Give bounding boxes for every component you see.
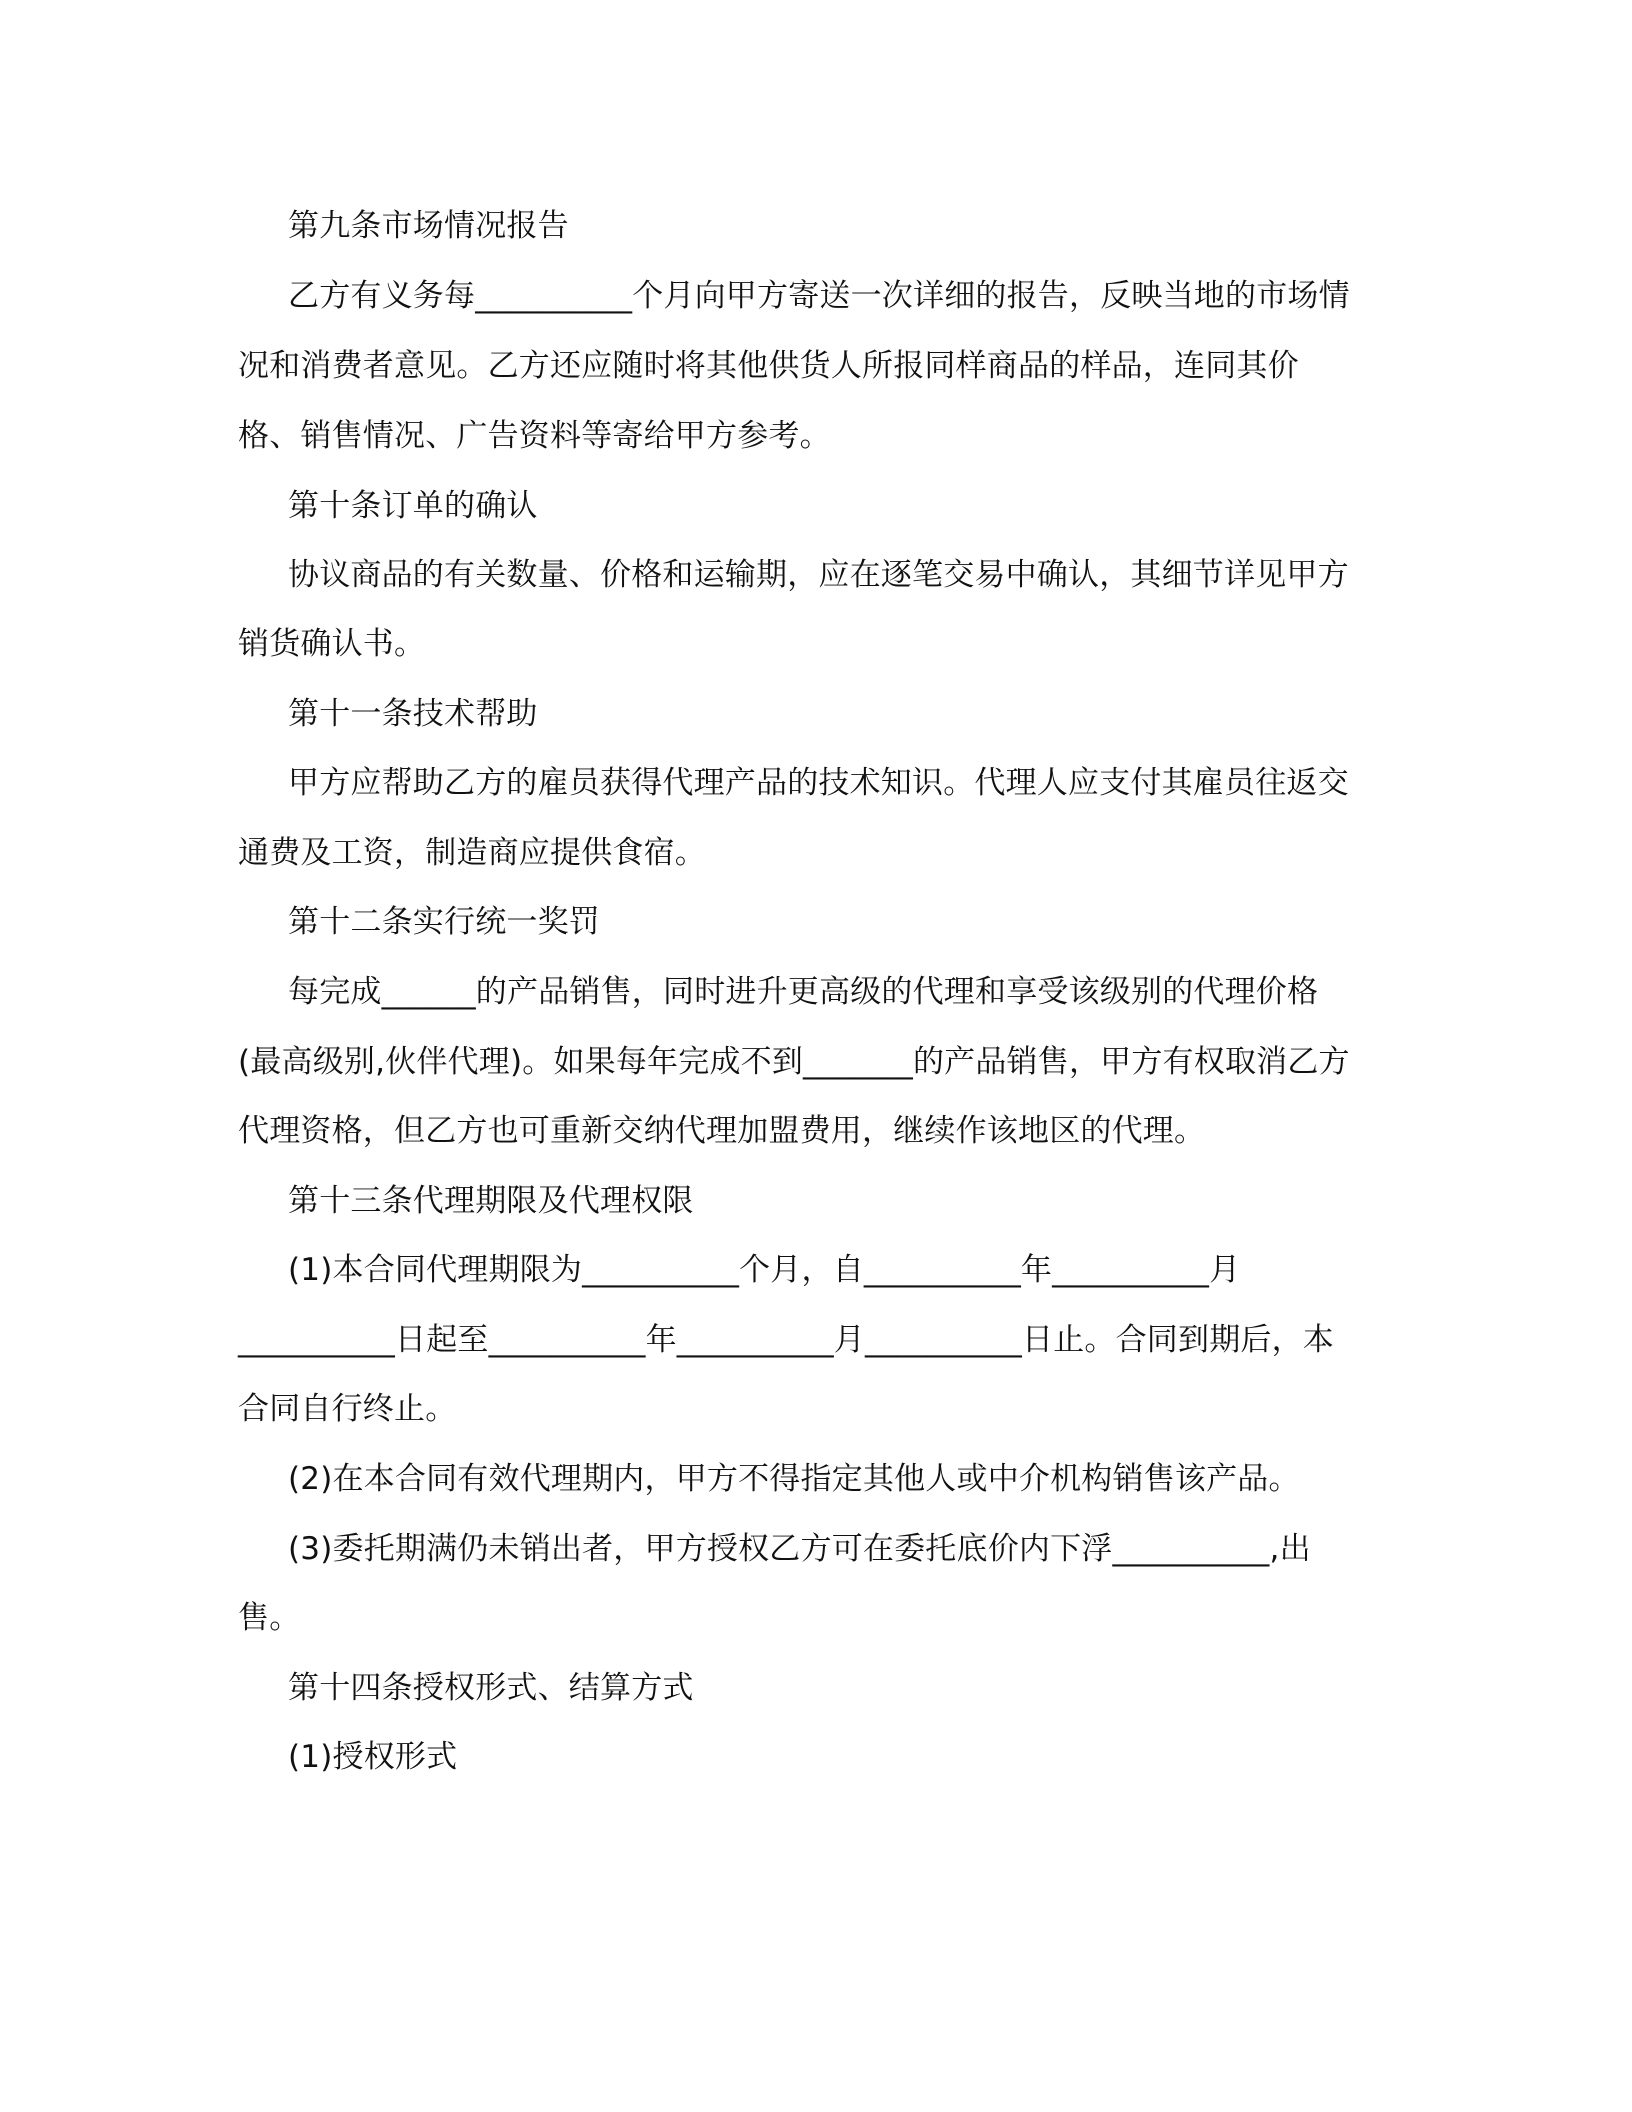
article-10-paragraph-line-2: 销货确认书。: [238, 626, 426, 662]
article-12-paragraph-line-3: 代理资格，但乙方也可重新交纳代理加盟费用，继续作该地区的代理。: [238, 1113, 1206, 1149]
article-12-paragraph-line-1: 每完成______的产品销售，同时进升更高级的代理和享受该级别的代理价格: [288, 974, 1319, 1010]
article-14-heading: 第十四条授权形式、结算方式: [288, 1670, 694, 1706]
article-10-paragraph-line-1: 协议商品的有关数量、价格和运输期，应在逐笔交易中确认，其细节详见甲方: [288, 557, 1349, 593]
article-13-item-1-line-2: __________日起至__________年__________月__________日止。合同到期后，本: [238, 1322, 1334, 1358]
article-9-paragraph-line-1: 乙方有义务每__________个月向甲方寄送一次详细的报告，反映当地的市场情: [288, 278, 1350, 314]
article-9-paragraph-line-2: 况和消费者意见。乙方还应随时将其他供货人所报同样商品的样品，连同其价: [238, 348, 1299, 384]
article-11-paragraph-line-2: 通费及工资，制造商应提供食宿。: [238, 835, 706, 871]
article-13-item-3-line-2: 售。: [238, 1600, 301, 1636]
article-12-paragraph-line-2: (最高级别,伙伴代理)。如果每年完成不到_______的产品销售，甲方有权取消乙方: [238, 1044, 1350, 1080]
article-10-heading: 第十条订单的确认: [288, 488, 538, 524]
article-13-item-1-line-3: 合同自行终止。: [238, 1391, 457, 1427]
article-13-item-1-line-1: (1)本合同代理期限为__________个月，自__________年__________月: [288, 1252, 1241, 1288]
article-9-heading: 第九条市场情况报告: [288, 208, 569, 244]
article-13-item-2-line-1: (2)在本合同有效代理期内，甲方不得指定其他人或中介机构销售该产品。: [288, 1461, 1300, 1497]
article-12-heading: 第十二条实行统一奖罚: [288, 904, 600, 940]
article-13-item-3-line-1: (3)委托期满仍未销出者，甲方授权乙方可在委托底价内下浮__________,出: [288, 1531, 1311, 1567]
article-11-heading: 第十一条技术帮助: [288, 696, 538, 732]
article-13-heading: 第十三条代理期限及代理权限: [288, 1183, 694, 1219]
article-9-paragraph-line-3: 格、销售情况、广告资料等寄给甲方参考。: [238, 418, 831, 454]
article-11-paragraph-line-1: 甲方应帮助乙方的雇员获得代理产品的技术知识。代理人应支付其雇员往返交: [288, 765, 1349, 801]
article-14-item-1-line-1: (1)授权形式: [288, 1739, 458, 1775]
